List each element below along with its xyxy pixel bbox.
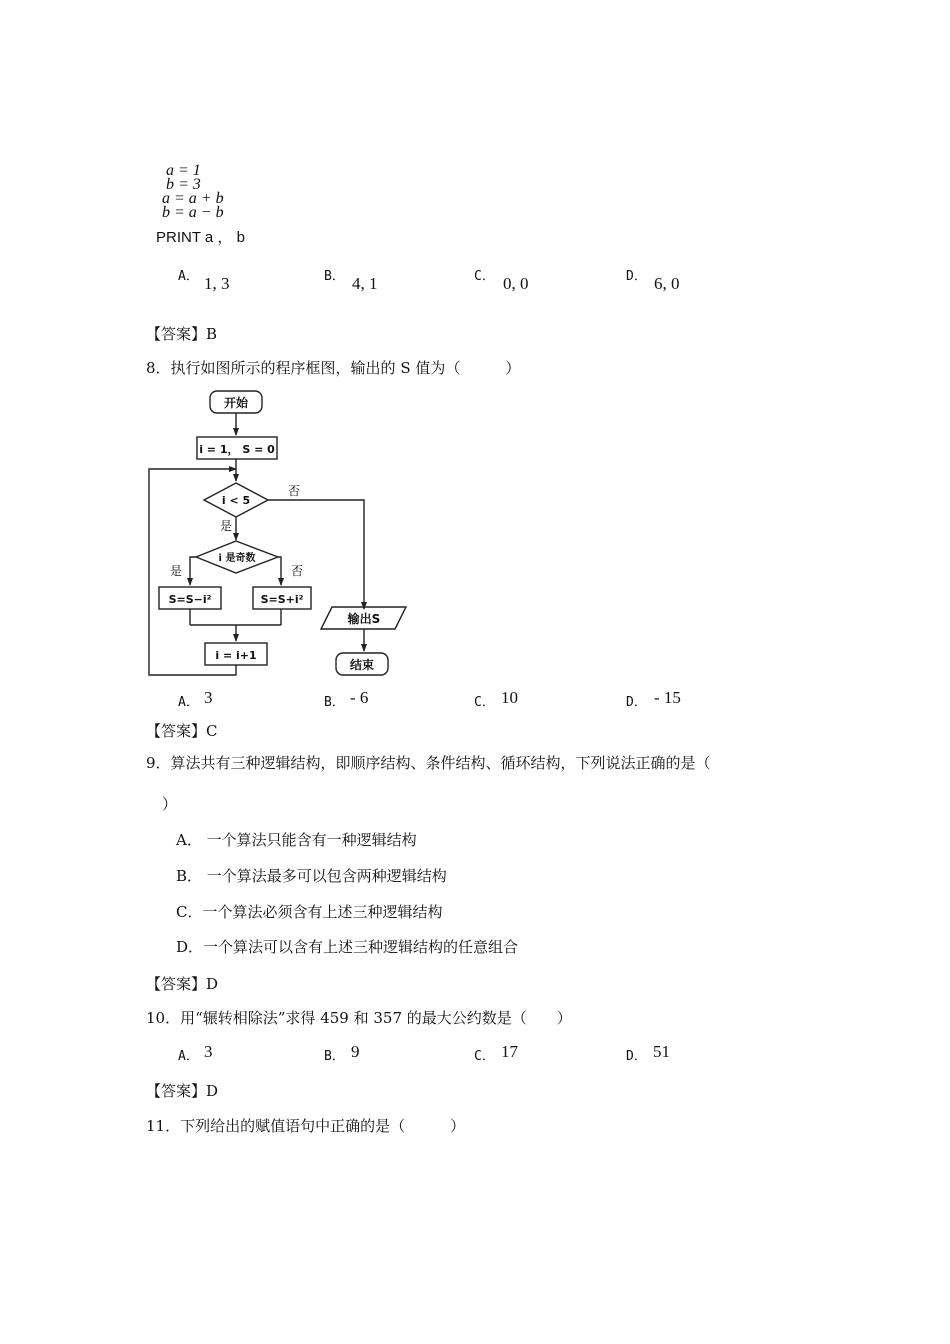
q7-option-c-value: 0, 0 — [503, 274, 529, 293]
flow-incr-text: i = i+1 — [215, 649, 257, 662]
q7-option-b-value: 4, 1 — [352, 274, 378, 293]
q7-option-c-label: C． — [474, 269, 495, 284]
q9-option-b: B． 一个算法最多可以包含两种逻辑结构 — [176, 867, 447, 885]
q8-option-a-value: 3 — [204, 688, 213, 707]
flow-init-text: i = 1， S = 0 — [199, 443, 275, 456]
q8-question: 8．执行如图所示的程序框图，输出的 S 值为（ ） — [146, 359, 521, 377]
q10-question: 10．用“辗转相除法”求得 459 和 357 的最大公约数是（ ） — [146, 1009, 572, 1027]
q7-option-a-label: A． — [178, 269, 199, 284]
flow-start-text: 开始 — [223, 396, 249, 410]
q9-option-c: C．一个算法必须含有上述三种逻辑结构 — [176, 903, 443, 921]
q7-option-d-value: 6, 0 — [654, 274, 680, 293]
flow-cond-text: i < 5 — [221, 494, 251, 507]
q8-option-a-label: A． — [178, 695, 199, 710]
code-line: b = 3 — [166, 176, 201, 193]
q10-option-c-value: 17 — [501, 1042, 518, 1061]
q10-option-c-label: C． — [474, 1049, 495, 1064]
q7-option-d-label: D． — [626, 269, 647, 284]
q9-option-a: A． 一个算法只能含有一种逻辑结构 — [176, 831, 417, 849]
q10-option-d-value: 51 — [653, 1042, 670, 1061]
q8-option-b-value: - 6 — [350, 688, 369, 707]
q9-question: 9．算法共有三种逻辑结构，即顺序结构、条件结构、循环结构，下列说法正确的是（ — [146, 754, 711, 772]
q8-option-c-label: C． — [474, 695, 495, 710]
q8-option-d-value: - 15 — [654, 688, 681, 707]
q9-option-d: D．一个算法可以含有上述三种逻辑结构的任意组合 — [176, 938, 519, 956]
code-line: a = 1 — [166, 162, 201, 179]
q8-option-d-label: D． — [626, 695, 647, 710]
q10-option-b-value: 9 — [351, 1042, 360, 1061]
q10-answer: 【答案】D — [146, 1082, 219, 1100]
q10-option-b-label: B． — [324, 1049, 345, 1064]
code-print-line: PRINT a ， b — [156, 229, 245, 246]
q11-question: 11．下列给出的赋值语句中正确的是（ ） — [146, 1117, 466, 1135]
flow-odd-text: i 是奇数 — [218, 553, 256, 564]
q9-answer: 【答案】D — [146, 975, 219, 993]
q8-option-c-value: 10 — [501, 688, 518, 707]
q10-option-a-value: 3 — [204, 1042, 213, 1061]
flowchart — [140, 385, 420, 685]
q7-option-a-value: 1, 3 — [204, 274, 230, 293]
flow-output-text: 输出S — [347, 612, 381, 626]
flow-yes-label: 是 — [219, 519, 233, 533]
q7-answer: 【答案】B — [146, 325, 218, 343]
flow-sub-text: S=S−i² — [168, 593, 212, 606]
flow-odd-yes-label: 是 — [169, 564, 183, 578]
code-line: a = a + b — [162, 190, 224, 207]
q7-option-b-label: B． — [324, 269, 345, 284]
flow-end-text: 结束 — [349, 658, 375, 672]
q10-option-a-label: A． — [178, 1049, 199, 1064]
q8-answer: 【答案】C — [146, 722, 218, 740]
q10-option-d-label: D． — [626, 1049, 647, 1064]
q9-question-cont: ） — [162, 795, 178, 813]
q7-code-block — [156, 162, 245, 247]
q8-option-b-label: B． — [324, 695, 345, 710]
flow-add-text: S=S+i² — [260, 593, 304, 606]
code-line: b = a − b — [162, 204, 224, 221]
flow-no-label: 否 — [288, 484, 301, 498]
flow-odd-no-label: 否 — [290, 564, 304, 578]
